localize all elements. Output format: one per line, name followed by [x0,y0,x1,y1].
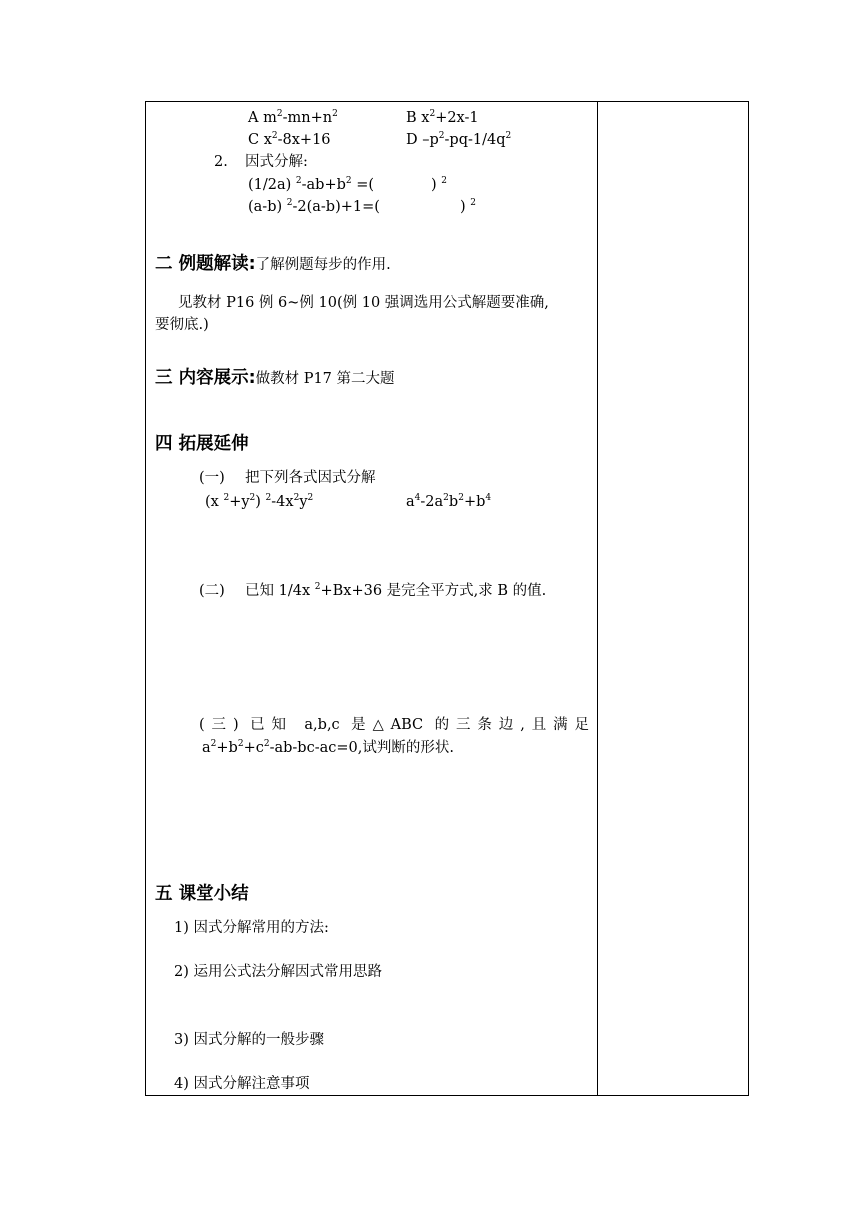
problem-1-text: 把下列各式因式分解 [245,470,376,486]
column-divider [597,101,598,1096]
section-4-heading: 四 拓展延伸 [155,434,249,454]
formula-2-close: ) $^2$ [460,198,477,215]
problem-1-expr-1: (x $^2+y^2$) $^2-4x^2y^2$ [205,493,314,510]
problem-1-expr-2: $a^4-2a^2b^2+b^4$ [406,493,492,510]
section-2-line-2: 要彻底.) [155,317,209,333]
summary-item-4: 4) 因式分解注意事项 [174,1076,310,1092]
section-3-heading: 三 内容展示:做教材 P17 第二大题 [155,368,395,388]
option-c: C $x^2-8x+16$ [248,131,331,148]
option-d: D $-p^2-pq-1/4q^2$ [406,131,512,148]
summary-item-3: 3) 因式分解的一般步骤 [174,1032,324,1048]
problem-3-line-2: $a^2+b^2+c^2-ab-bc-ac=0$,试判断的形状. [202,739,454,756]
formula-2: (a-b) $^2$-2(a-b)+1=( [248,198,380,215]
option-a: A $m^2-mn+n^2$ [248,109,338,126]
summary-item-1: 1) 因式分解常用的方法: [174,920,329,936]
section-2-heading: 二 例题解读:了解例题每步的作用. [155,254,391,274]
question-2-number: 2. [214,154,228,170]
option-b: B $x^2+2x-1$ [406,109,479,126]
question-2-text: 因式分解: [245,154,308,170]
problem-2-text: 已知 1/4x $^2$+Bx+36 是完全平方式,求 B 的值. [245,582,547,599]
problem-1-label: (一) [199,470,225,486]
formula-1: (1/2a) $^2-ab+b^2$ =( [248,176,375,193]
section-5-heading: 五 课堂小结 [155,884,249,904]
summary-item-2: 2) 运用公式法分解因式常用思路 [174,964,382,980]
formula-1-close: ) $^2$ [431,176,448,193]
problem-3-line-1: (三) 已知 a,b,c 是△ABC 的三条边,且满足 [199,717,589,733]
section-2-line-1: 见教材 P16 例 6~例 10(例 10 强调选用公式解题要准确, [178,295,549,311]
problem-2-label: (二) [199,583,225,599]
